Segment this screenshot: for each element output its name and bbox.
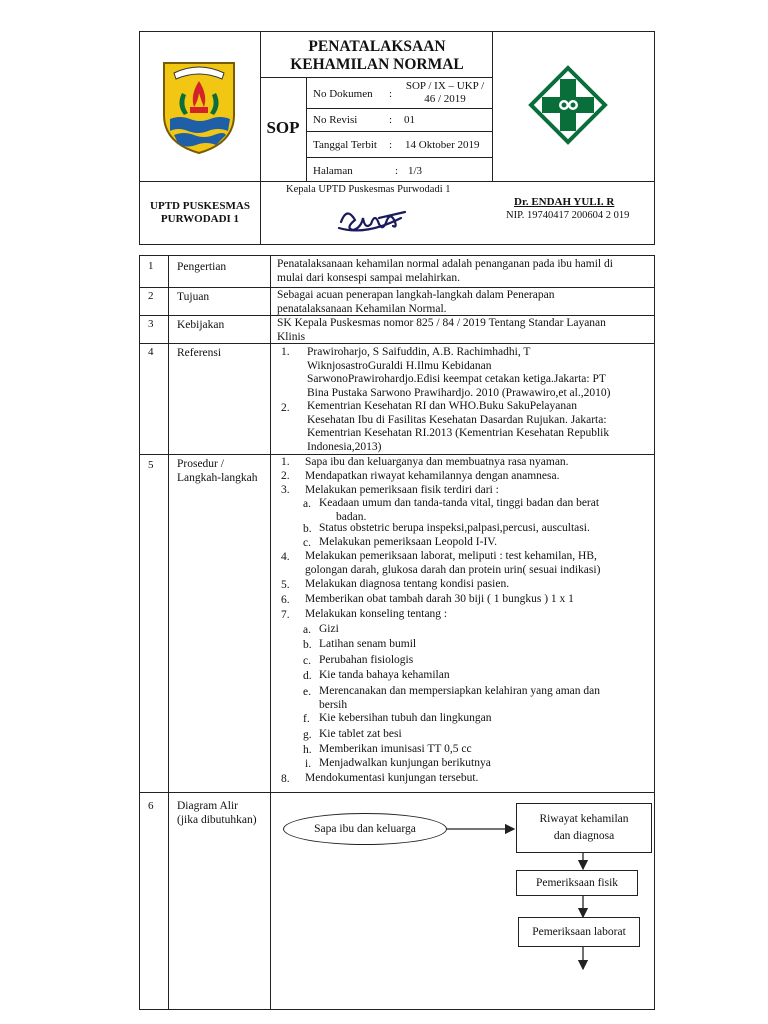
doctor-nip: NIP. 19740417 200604 2 019 bbox=[506, 210, 630, 221]
row-label-referensi: Referensi bbox=[177, 347, 222, 359]
substep-text: Perubahan fisiologis bbox=[319, 654, 414, 666]
substep-letter: b. bbox=[303, 523, 312, 535]
row-number: 2 bbox=[148, 290, 154, 302]
substep-letter: i. bbox=[305, 758, 312, 770]
substep-text bbox=[319, 685, 649, 712]
substep-letter: h. bbox=[303, 744, 312, 756]
row-number: 3 bbox=[148, 318, 154, 330]
header-rule bbox=[260, 77, 492, 78]
organization-name-line: UPTD PUSKESMAS bbox=[150, 200, 250, 212]
row-label-kebijakan: Kebijakan bbox=[177, 319, 225, 331]
substep-text: Kie tablet zat besi bbox=[319, 728, 402, 740]
text-line: Melakukan pemeriksaan laborat, meliputi : test kehamilan, HB, bbox=[305, 550, 597, 562]
flowchart-pemeriksaan-fisik-node: Pemeriksaan fisik bbox=[516, 870, 638, 896]
flowchart-riwayat-node bbox=[516, 803, 652, 853]
row-number: 6 bbox=[148, 800, 154, 812]
reference-item bbox=[307, 346, 652, 400]
substep-text: Melakukan pemeriksaan Leopold I-IV. bbox=[319, 536, 497, 548]
sop-label: SOP bbox=[266, 118, 300, 137]
regency-emblem-logo bbox=[160, 57, 238, 155]
text-line: badan. bbox=[336, 510, 367, 523]
label-line: Prosedur / bbox=[177, 458, 224, 470]
step-text: Mendokumentasi kunjungan tersebut. bbox=[305, 772, 479, 784]
step-number: 8. bbox=[281, 773, 290, 785]
step-text: Melakukan konseling tentang : bbox=[305, 608, 448, 620]
substep-letter: a. bbox=[303, 624, 311, 636]
title-line: PENATALAKSAAN bbox=[308, 38, 446, 55]
substep-letter: c. bbox=[303, 537, 311, 549]
text-line: Klinis bbox=[277, 330, 306, 343]
substep-text: Status obstetric berupa inspeksi,palpasi,percusi, auscultasi. bbox=[319, 522, 590, 534]
text-line: penatalaksanaan Kehamilan Normal. bbox=[277, 302, 447, 315]
substep-text: Memberikan imunisasi TT 0,5 cc bbox=[319, 743, 472, 755]
header-divider-left bbox=[260, 31, 261, 245]
step-text: Melakukan pemeriksaan fisik terdiri dari : bbox=[305, 484, 499, 496]
row-label-diagram-alir bbox=[177, 799, 257, 827]
no-dokumen-label: No Dokumen bbox=[313, 88, 373, 100]
substep-text bbox=[319, 497, 649, 524]
header-divider-sop bbox=[306, 77, 307, 181]
title-line: KEHAMILAN NORMAL bbox=[290, 56, 464, 73]
substep-letter: d. bbox=[303, 670, 312, 682]
reference-item bbox=[307, 400, 652, 454]
text-line: Penatalaksanaan kehamilan normal adalah penanganan pada ibu hamil di bbox=[277, 258, 613, 270]
text-line: golongan darah, glukosa darah dan protein urin( sesuai indikasi) bbox=[305, 563, 601, 576]
text-line: Merencanakan dan mempersiapkan kelahiran yang aman dan bbox=[319, 685, 600, 697]
row-label-prosedur bbox=[177, 457, 257, 485]
step-text: Memberikan obat tambah darah 30 biji ( 1 bungkus ) 1 x 1 bbox=[305, 593, 574, 605]
doctor-name: Dr. ENDAH YULI. R bbox=[514, 196, 615, 208]
node-line: dan diagnosa bbox=[553, 830, 615, 842]
label-line: Diagram Alir bbox=[177, 800, 238, 812]
text-line: Bina Pustaka Sarwono Prawihardjo. 2010 (Prawawiro,et al.,2010) bbox=[307, 386, 611, 399]
puskesmas-logo bbox=[528, 65, 608, 145]
row-number: 1 bbox=[148, 260, 154, 272]
substep-letter: f. bbox=[303, 713, 310, 725]
table-row-divider bbox=[139, 454, 655, 455]
text-line: mulai dari konsespi sampai melahirkan. bbox=[277, 271, 460, 284]
no-revisi-label: No Revisi bbox=[313, 114, 358, 126]
substep-text: Kie kebersihan tubuh dan lingkungan bbox=[319, 712, 492, 724]
no-dokumen-value-line: SOP / IX – UKP / bbox=[405, 80, 485, 92]
text-line: Keadaan umum dan tanda-tanda vital, tinggi badan dan berat bbox=[319, 497, 600, 509]
step-text: Sapa ibu dan keluarganya dan membuatnya rasa nyaman. bbox=[305, 456, 569, 468]
text-line: Sebagai acuan penerapan langkah-langkah dalam Penerapan bbox=[277, 289, 555, 301]
colon: : bbox=[395, 165, 399, 177]
step-number: 6. bbox=[281, 594, 290, 606]
text-line: Prawiroharjo, S Saifuddin, A.B. Rachimhadhi, T bbox=[307, 346, 531, 358]
step-text bbox=[305, 550, 650, 577]
header-rule bbox=[139, 181, 655, 182]
tujuan-text bbox=[277, 289, 647, 316]
node-line: Riwayat kehamilan bbox=[539, 813, 629, 825]
no-dokumen-value bbox=[398, 80, 492, 106]
handwritten-signature bbox=[335, 198, 413, 240]
step-number: 7. bbox=[281, 609, 290, 621]
reference-number: 1. bbox=[281, 346, 290, 358]
text-line: Indonesia,2013) bbox=[307, 440, 382, 453]
text-line: WiknjosastroGuraldi H.Ilmu Kebidanan bbox=[307, 359, 492, 372]
header-divider-right bbox=[492, 31, 493, 181]
row-label-pengertian: Pengertian bbox=[177, 261, 227, 273]
step-number: 3. bbox=[281, 484, 290, 496]
text-line: SarwonoPrawirohardjo.Edisi keempat cetakan ketiga.Jakarta: PT bbox=[307, 373, 606, 385]
step-number: 4. bbox=[281, 551, 290, 563]
row-number: 5 bbox=[148, 459, 154, 471]
table-column-divider bbox=[168, 255, 169, 1010]
organization-name bbox=[140, 200, 260, 226]
substep-text: Kie tanda bahaya kehamilan bbox=[319, 669, 450, 681]
substep-text: Latihan senam bumil bbox=[319, 638, 417, 650]
header-rule bbox=[306, 157, 492, 158]
substep-letter: a. bbox=[303, 498, 311, 510]
substep-text: Menjadwalkan kunjungan berikutnya bbox=[319, 757, 491, 769]
substep-text: Gizi bbox=[319, 623, 339, 635]
substep-letter: g. bbox=[303, 729, 312, 741]
reference-number: 2. bbox=[281, 402, 290, 414]
organization-name-line: PURWODADI 1 bbox=[160, 213, 240, 225]
substep-letter: e. bbox=[303, 686, 311, 698]
text-line: SK Kepala Puskesmas nomor 825 / 84 / 2019 Tentang Standar Layanan bbox=[277, 317, 606, 329]
tanggal-terbit-value: 14 Oktober 2019 bbox=[405, 139, 480, 151]
label-line: (jika dibutuhkan) bbox=[177, 814, 257, 826]
step-number: 5. bbox=[281, 579, 290, 591]
label-line: Langkah-langkah bbox=[177, 472, 258, 484]
pengertian-text bbox=[277, 258, 647, 285]
flowchart-start-node: Sapa ibu dan keluarga bbox=[283, 813, 447, 845]
tanggal-terbit-label: Tanggal Terbit bbox=[313, 139, 377, 151]
header-rule bbox=[306, 108, 492, 109]
kebijakan-text bbox=[277, 317, 647, 344]
text-line: Kesehatan Ibu di Fasilitas Kesehatan Dasardan Rujukan. Jakarta: bbox=[307, 413, 607, 426]
text-line: Kementrian Kesehatan RI dan WHO.Buku SakuPelayanan bbox=[307, 400, 577, 412]
step-number: 1. bbox=[281, 456, 290, 468]
kepala-title: Kepala UPTD Puskesmas Purwodadi 1 bbox=[286, 184, 451, 195]
no-revisi-value: 01 bbox=[404, 114, 415, 126]
halaman-value: 1/3 bbox=[408, 165, 423, 177]
colon: : bbox=[389, 114, 393, 126]
document-title bbox=[262, 38, 492, 74]
row-label-tujuan: Tujuan bbox=[177, 291, 210, 303]
substep-letter: b. bbox=[303, 639, 312, 651]
substep-letter: c. bbox=[303, 655, 311, 667]
text-line: Kementrian Kesehatan RI.2013 (Kementrian Kesehatan Republik bbox=[307, 427, 610, 439]
step-text: Mendapatkan riwayat kehamilannya dengan anamnesa. bbox=[305, 470, 560, 482]
flowchart-pemeriksaan-laborat-node: Pemeriksaan laborat bbox=[518, 917, 640, 947]
halaman-label: Halaman bbox=[313, 165, 353, 177]
colon: : bbox=[389, 139, 393, 151]
step-number: 2. bbox=[281, 470, 290, 482]
header-rule bbox=[306, 131, 492, 132]
colon: : bbox=[389, 88, 393, 100]
no-dokumen-value-line: 46 / 2019 bbox=[424, 93, 466, 105]
row-number: 4 bbox=[148, 346, 154, 358]
table-row-divider bbox=[139, 287, 655, 288]
text-line: bersih bbox=[319, 698, 348, 711]
step-text: Melakukan diagnosa tentang kondisi pasien. bbox=[305, 578, 510, 590]
